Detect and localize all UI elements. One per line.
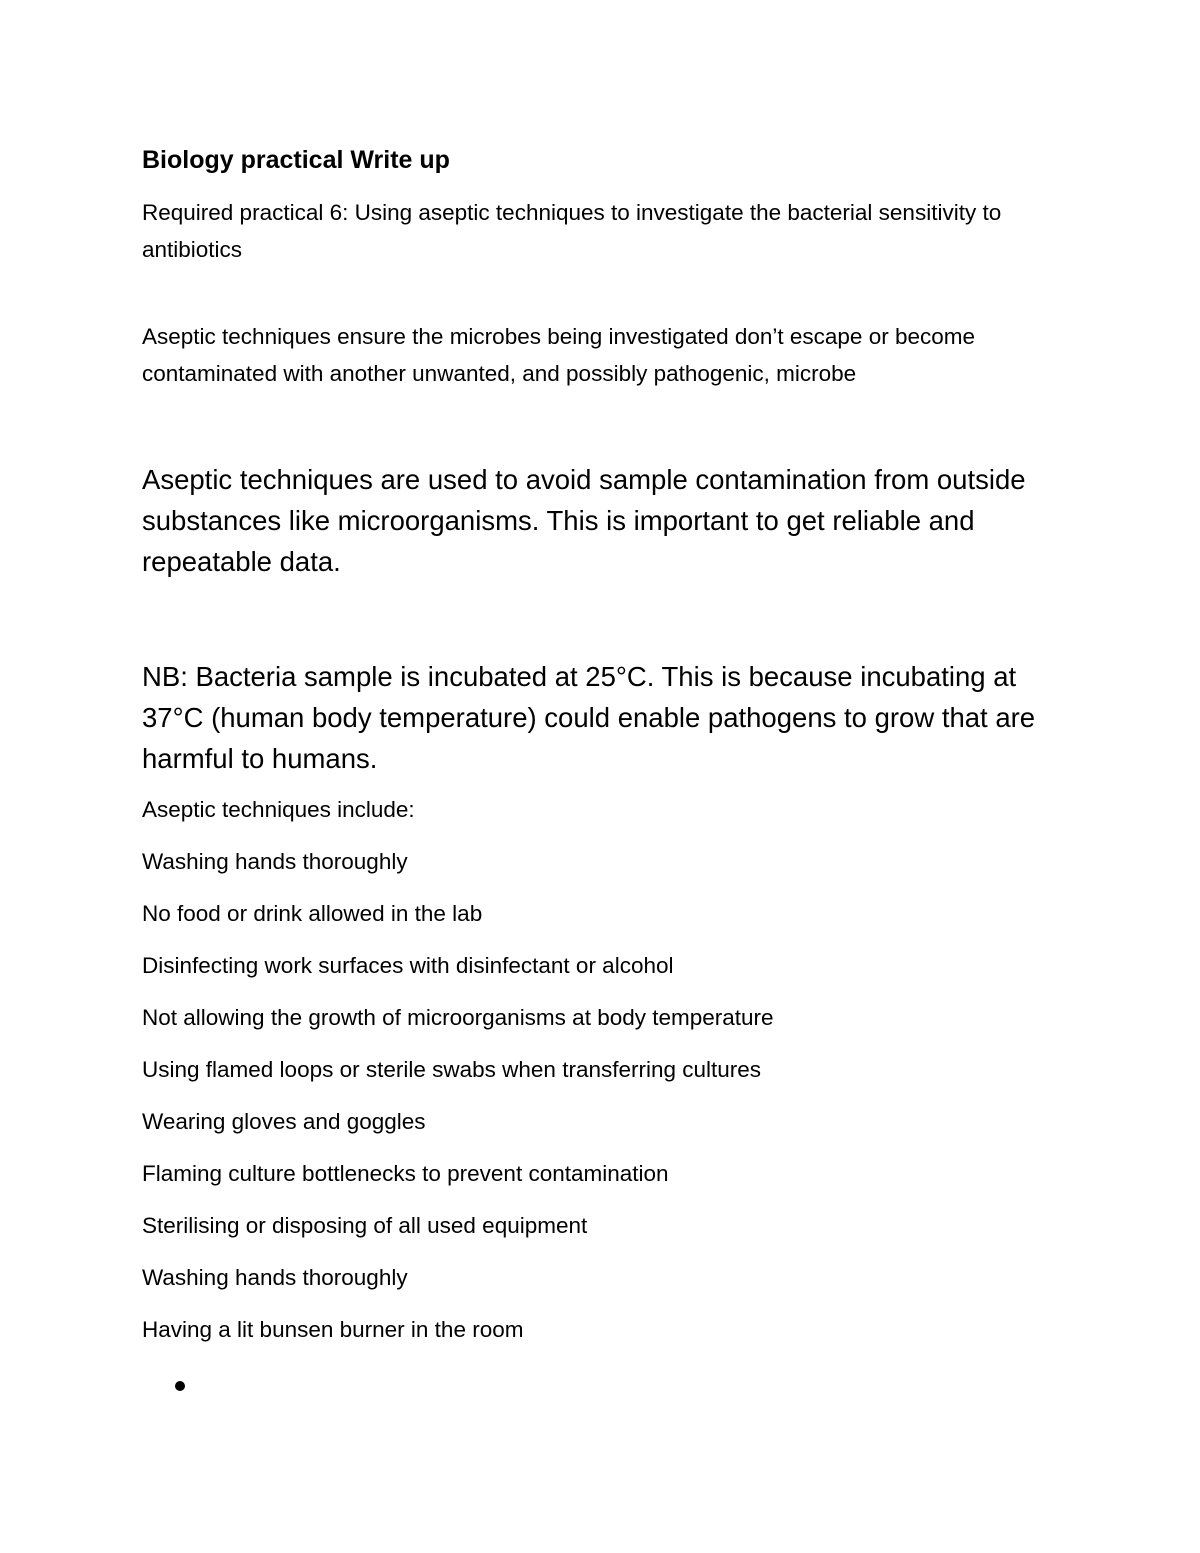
list-item: Disinfecting work surfaces with disinfectant or alcohol [142,953,674,978]
list-item: Having a lit bunsen burner in the room [142,1317,524,1342]
practical-subtitle: Required practical 6: Using aseptic techniques to investigate the bacterial sensitivity to antibiotics [142,200,1002,262]
list-item: No food or drink allowed in the lab [142,901,483,926]
list-item: Using flamed loops or sterile swabs when transferring cultures [142,1057,762,1082]
incubation-note-paragraph: NB: Bacteria sample is incubated at 25°C. This is because incubating at 37°C (human body temperature) could enable pathogens to grow that are harmful to humans. [142,661,1036,774]
list-item: Sterilising or disposing of all used equipment [142,1213,588,1238]
list-item: Washing hands thoroughly [142,849,408,874]
empty-bullet-icon [175,1381,185,1391]
list-item: Washing hands thoroughly [142,1265,408,1290]
aseptic-purpose-paragraph: Aseptic techniques are used to avoid sample contamination from outside substances like microorganisms. This is important to get reliable and repeatable data. [142,464,1026,577]
techniques-list-heading: Aseptic techniques include: [142,797,415,822]
list-item: Flaming culture bottlenecks to prevent contamination [142,1161,669,1186]
techniques-list [142,843,1082,1348]
document-page [142,140,1082,1348]
list-item: Wearing gloves and goggles [142,1109,426,1134]
document-title: Biology practical Write up [142,146,450,174]
list-item: Not allowing the growth of microorganisms at body temperature [142,1005,774,1030]
aseptic-definition-paragraph: Aseptic techniques ensure the microbes being investigated don’t escape or become contaminated with another unwanted, and possibly pathogenic, microbe [142,324,976,386]
